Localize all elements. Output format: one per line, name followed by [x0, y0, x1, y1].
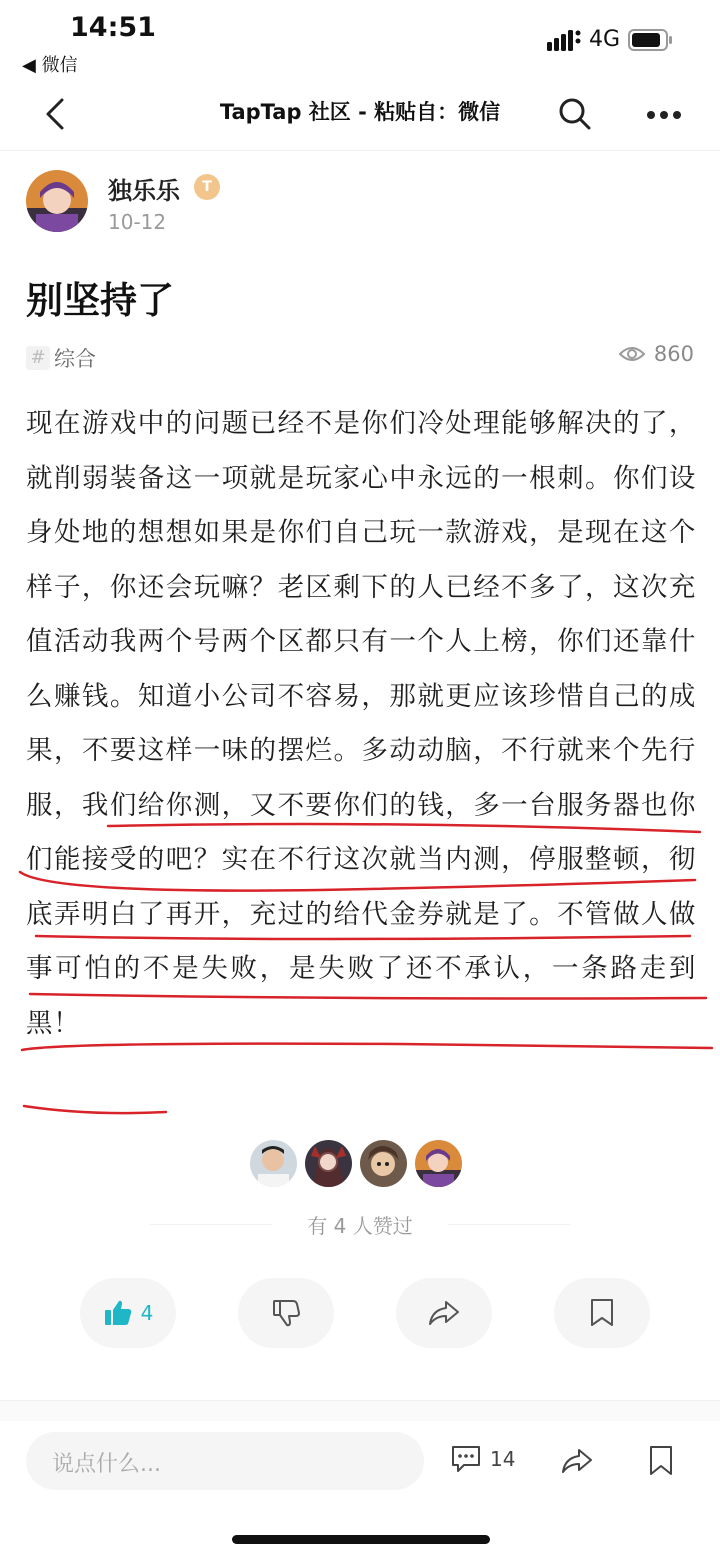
comment-bubble-icon	[450, 1444, 482, 1474]
comment-count: 14	[490, 1447, 516, 1471]
level-badge: T	[194, 174, 220, 200]
signal-icon	[547, 29, 581, 51]
back-to-app-link[interactable]: ◀ 微信	[22, 55, 78, 76]
liker-avatar[interactable]	[250, 1140, 297, 1187]
liker-avatars[interactable]	[250, 1140, 462, 1187]
home-indicator	[232, 1535, 490, 1544]
topic-tag-label: 综合	[54, 347, 96, 371]
comments-button[interactable]	[450, 1444, 515, 1474]
dislike-button[interactable]	[238, 1278, 334, 1348]
status-indicators	[547, 27, 674, 52]
bottom-bookmark-icon[interactable]	[648, 1445, 674, 1477]
comment-placeholder: 说点什么...	[52, 1452, 161, 1477]
eye-icon	[618, 344, 646, 364]
thumbs-down-icon	[271, 1298, 301, 1328]
page-title: TapTap 社区 - 粘贴自：微信	[219, 100, 501, 124]
view-counter	[618, 342, 694, 366]
handwritten-underline-annotation	[0, 790, 720, 1130]
divider-right	[448, 1224, 570, 1225]
hash-icon: #	[26, 346, 50, 370]
like-count: 4	[140, 1301, 154, 1325]
topic-tag[interactable]	[26, 343, 96, 373]
liker-avatar[interactable]	[305, 1140, 352, 1187]
share-arrow-icon	[428, 1299, 460, 1327]
search-icon[interactable]	[558, 97, 592, 131]
like-button[interactable]	[80, 1278, 176, 1348]
post-body: 现在游戏中的问题已经不是你们冷处理能够解决的了，就削弱装备这一项就是玩家心中永远的一根刺。你们设身处地的想想如果是你们自己玩一款游戏，是现在这个样子，你还会玩嘛？老区剩下的人已经不多了，这次充值活动我两个号两个区都只有一个人上榜，你们还靠什么赚钱。知道小公司不容易，那就更应该珍惜自己的成果，不要这样一味的摆烂。多动动脑，不行就来个先行服，我们给你测，又不要你们的钱，多一台服务器也你们能接受的吧？实在不行这次就当内测，停服整顿，彻底弄明白了再开，充过的给代金券就是了。不管做人做事可怕的不是失败，是失败了还不承认，一条路走到黑！	[26, 408, 696, 1039]
likers-summary[interactable]: 有 4 人赞过	[307, 1214, 413, 1238]
share-button[interactable]	[396, 1278, 492, 1348]
bottom-share-icon[interactable]	[560, 1446, 594, 1476]
liker-avatar[interactable]	[415, 1140, 462, 1187]
network-type: 4G	[588, 27, 620, 52]
nav-divider	[0, 150, 720, 151]
post-title: 别坚持了	[26, 279, 174, 322]
author-name[interactable]: 独乐乐	[108, 177, 180, 205]
thumbs-up-icon	[103, 1298, 133, 1328]
status-time: 14:51	[70, 12, 156, 43]
bookmark-icon	[589, 1298, 615, 1328]
liker-avatar[interactable]	[360, 1140, 407, 1187]
bookmark-button[interactable]	[554, 1278, 650, 1348]
battery-icon	[628, 28, 674, 52]
post-date: 10-12	[108, 210, 167, 234]
author-avatar[interactable]	[26, 170, 88, 232]
comment-input[interactable]	[26, 1432, 424, 1490]
view-count: 860	[653, 342, 694, 366]
more-icon[interactable]	[646, 110, 682, 120]
section-separator	[0, 1400, 720, 1421]
